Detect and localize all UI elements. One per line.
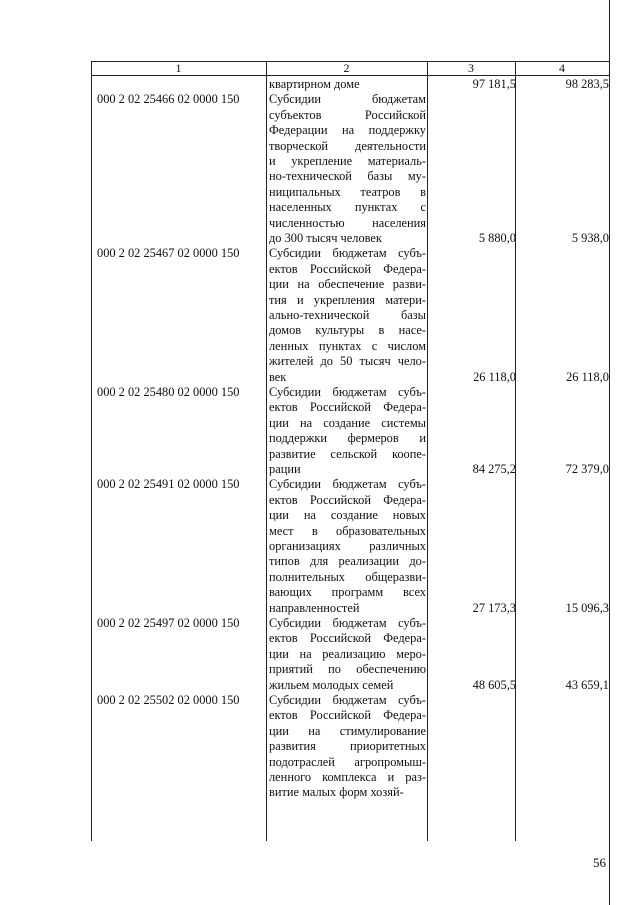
description-line: до 300 тысяч человек	[269, 231, 382, 246]
row-value-col3: 48 605,5	[472, 677, 516, 692]
description-line: развития приоритетных	[269, 739, 426, 754]
header-col-4: 4	[559, 61, 565, 75]
description-line: творческой деятельности	[269, 138, 426, 153]
row-code: 000 2 02 25502 02 0000 150	[97, 693, 240, 707]
row-value-col3: 84 275,2	[472, 462, 516, 476]
row-code: 000 2 02 25466 02 0000 150	[97, 92, 240, 107]
description-line: направленностей	[269, 600, 360, 615]
row-description	[269, 246, 426, 385]
description-line: полнительных общеразви-	[269, 569, 426, 584]
description-line: населенных пунктах с	[269, 200, 426, 215]
description-line: век	[269, 369, 287, 384]
description-line: ции на стимулирование	[269, 723, 426, 738]
description-line: и укрепление материаль-	[269, 154, 426, 169]
budget-table	[91, 61, 609, 841]
row-description	[269, 693, 426, 801]
page-number: 56	[593, 855, 606, 870]
header-col-2: 2	[343, 61, 350, 75]
description-line: ектов Российской Федера-	[269, 708, 426, 723]
description-line: поддержки фермеров и	[269, 431, 426, 446]
col-border-left	[91, 61, 92, 841]
right-margin-line	[609, 0, 610, 905]
row-code: 000 2 02 25491 02 0000 150	[97, 477, 240, 492]
description-line: Субсидии бюджетам	[269, 92, 426, 107]
description-line: Субсидии бюджетам субъ-	[269, 385, 426, 399]
row-value-col4: 72 379,0	[565, 462, 609, 476]
description-line: ции на создание системы	[269, 415, 426, 430]
description-line: Субсидии бюджетам субъ-	[269, 616, 426, 630]
description-line: рации	[269, 462, 301, 477]
row-value-col4: 26 118,0	[566, 369, 609, 384]
description-line: ниципальных театров в	[269, 184, 426, 199]
description-line: Федерации на поддержку	[269, 123, 426, 138]
row-value-col4: 43 659,1	[565, 677, 609, 692]
description-line: ленных пунктах с числом	[269, 338, 426, 353]
description-line: Субсидии бюджетам субъ-	[269, 246, 426, 261]
description-line: жителей до 50 тысяч чело-	[269, 354, 426, 369]
description-line: вающих программ всех	[269, 585, 426, 600]
row-value-col3: 97 181,5	[472, 77, 516, 91]
description-line: ленного комплекса и раз-	[269, 770, 426, 785]
row-description	[269, 616, 426, 693]
description-line: субъектов Российской	[269, 107, 426, 122]
header-bottom-border	[91, 75, 609, 76]
header-col-1: 1	[175, 61, 182, 75]
description-line: ции на создание новых	[269, 508, 426, 523]
description-line: мест в образовательных	[269, 523, 426, 538]
description-line: ектов Российской Федера-	[269, 400, 426, 415]
row-code: 000 2 02 25497 02 0000 150	[97, 616, 240, 630]
description-line: Субсидии бюджетам субъ-	[269, 693, 426, 707]
col-border-2-3	[427, 61, 428, 841]
description-line: Субсидии бюджетам субъ-	[269, 477, 426, 492]
description-line: домов культуры в насе-	[269, 323, 426, 338]
description-line: жильем молодых семей	[269, 677, 394, 692]
row-value-col3: 27 173,3	[472, 600, 516, 615]
row-description	[269, 92, 426, 246]
row-value-col4: 98 283,5	[565, 77, 609, 91]
description-line: ектов Российской Федера-	[269, 492, 426, 507]
description-line: приятий по обеспечению	[269, 662, 426, 677]
description-line: подотраслей агропромыш-	[269, 754, 426, 769]
row-value-col4: 5 938,0	[571, 230, 609, 245]
row-description	[269, 477, 426, 616]
description-line: ектов Российской Федера-	[269, 261, 426, 276]
row-code: 000 2 02 25467 02 0000 150	[97, 246, 240, 261]
description-line: ально-технической базы	[269, 308, 426, 323]
description-line: типов для реализации до-	[269, 554, 426, 569]
row-description	[269, 385, 426, 477]
description-line: витие малых форм хозяй-	[269, 785, 404, 800]
description-line: ции на обеспечение разви-	[269, 277, 426, 292]
col-border-3-4	[515, 61, 516, 841]
description-line: ектов Российской Федера-	[269, 631, 426, 646]
row-description: квартирном доме	[269, 77, 360, 91]
col-border-1-2	[266, 61, 267, 841]
description-line: развитие сельской коопе-	[269, 446, 426, 461]
row-code: 000 2 02 25480 02 0000 150	[97, 385, 240, 399]
description-line: ции на реализацию меро-	[269, 646, 426, 661]
description-line: тия и укрепления матери-	[269, 292, 426, 307]
row-value-col3: 26 118,0	[473, 369, 516, 384]
row-value-col4: 15 096,3	[565, 600, 609, 615]
header-col-3: 3	[468, 61, 474, 75]
row-value-col3: 5 880,0	[478, 230, 516, 245]
description-line: численностью населения	[269, 215, 426, 230]
description-line: но-технической базы му-	[269, 169, 426, 184]
description-line: организациях различных	[269, 539, 426, 554]
